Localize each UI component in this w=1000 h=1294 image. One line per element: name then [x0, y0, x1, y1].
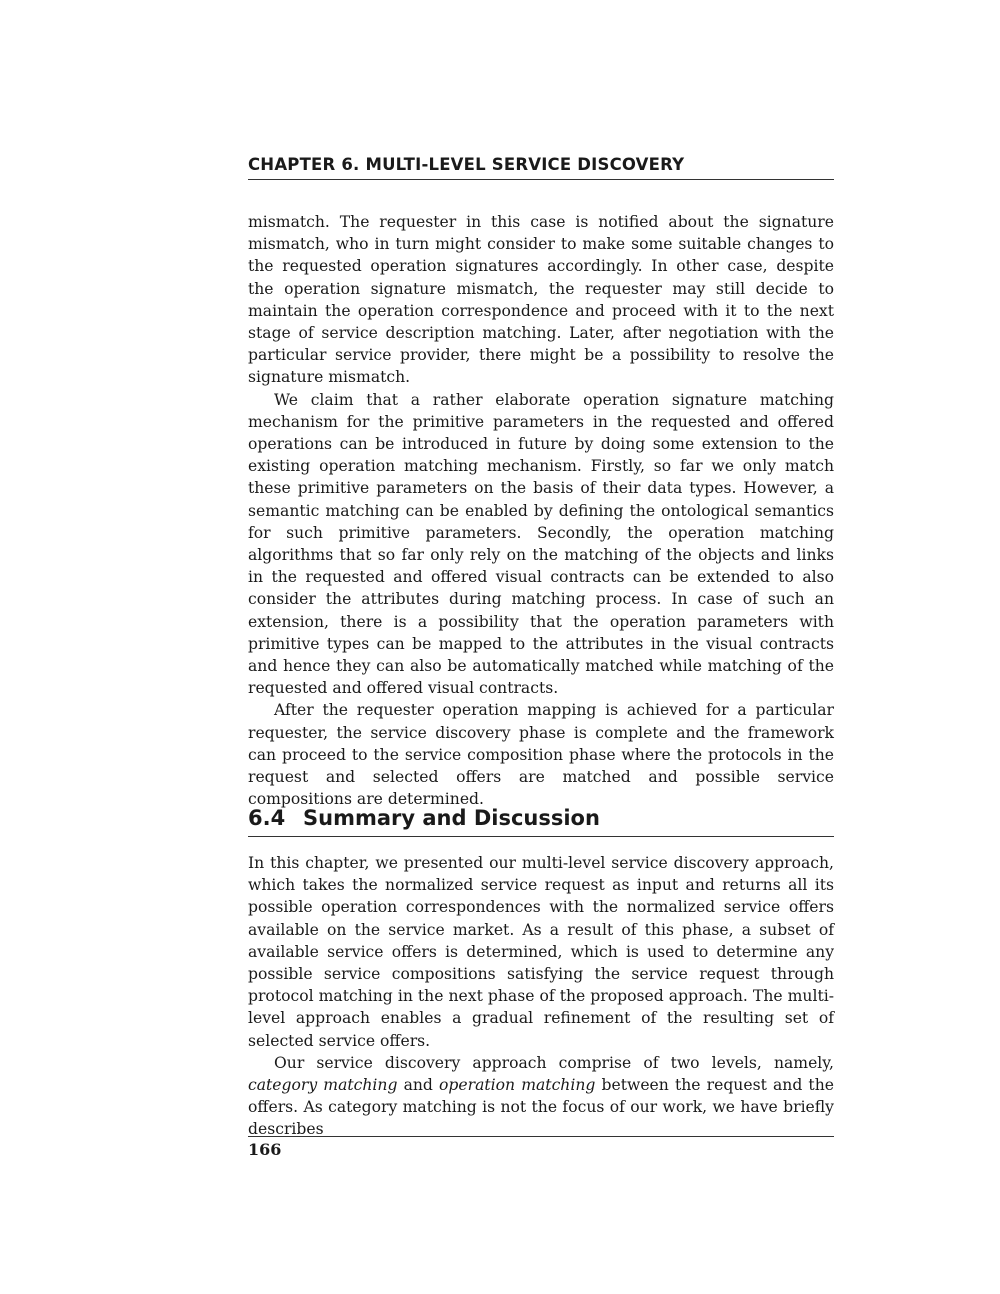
text-run: Our service discovery approach comprise of two levels, namely, [274, 1053, 834, 1072]
header-rule [248, 179, 834, 180]
text-run: and [397, 1076, 440, 1095]
body-text-top [248, 211, 834, 810]
section-rule [248, 836, 834, 837]
page-number: 166 [248, 1140, 282, 1159]
section-title: Summary and Discussion [303, 806, 600, 830]
paragraph: mismatch. The requester in this case is notified about the signature mismatch, who in turn might consider to make some suitable changes to the requested operation signatures accordingly. In other case, despite the operation signature mismatch, the requester may still decide to maintain the operation correspondence and proceed with it to the next stage of service description matching. Later, after negotiation with the particular service provider, there might be a possibility to resolve the signature mismatch. [248, 213, 834, 387]
emphasized-term: operation matching [439, 1076, 596, 1095]
paragraph: After the requester operation mapping is achieved for a particular requester, the service discovery phase is complete and the framework can proceed to the service composition phase where the protocols in the request and selected offers are matched and possible service compositions are determined. [248, 701, 834, 809]
body-text-bottom [248, 852, 834, 1141]
section-heading [248, 804, 834, 832]
paragraph: We claim that a rather elaborate operation signature matching mechanism for the primitive parameters in the requested and offered operations can be introduced in future by doing some extension to the existing operation matching mechanism. Firstly, so far we only match these primitive parameters on the basis of their data types. However, a semantic matching can be enabled by defining the ontological semantics for such primitive parameters. Secondly, the operation matching algorithms that so far only rely on the matching of the objects and links in the requested and offered visual contracts can be extended to also consider the attributes during matching process. In case of such an extension, there is a possibility that the operation parameters with primitive types can be mapped to the attributes in the visual contracts and hence they can also be automatically matched while matching of the requested and offered visual contracts. [248, 390, 834, 698]
paragraph [248, 1052, 834, 1141]
emphasized-term: category matching [248, 1076, 398, 1095]
paragraph: In this chapter, we presented our multi-level service discovery approach, which takes the normalized service request as input and returns all its possible operation correspondences with the normalized service offers available on the service market. As a result of this phase, a subset of available service offers is determined, which is used to determine any possible service compositions satisfying the service request through protocol matching in the next phase of the proposed approach. The multi-level approach enables a gradual refinement of the resulting set of selected service offers. [248, 854, 834, 1050]
section-number: 6.4 [248, 806, 286, 830]
running-head: CHAPTER 6. MULTI-LEVEL SERVICE DISCOVERY [248, 155, 685, 174]
footer-rule [248, 1136, 834, 1137]
text-run: between the request and the offers. As category matching is not the focus of our work, we have briefly describes [248, 1076, 834, 1139]
